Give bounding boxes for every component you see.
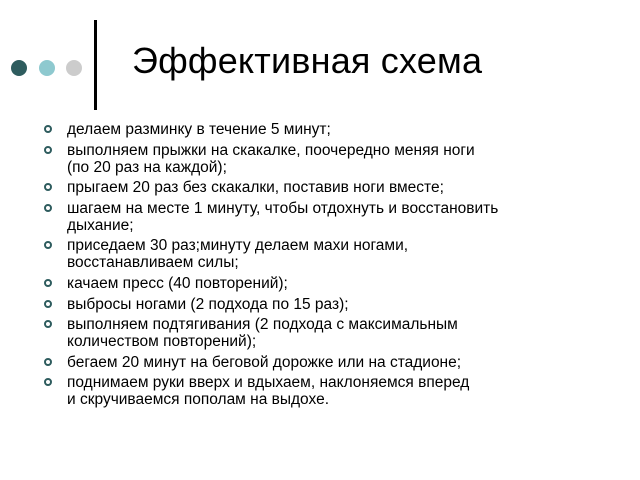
list-item-text: поднимаем руки вверх и вдыхаем, наклоняемся вперед (67, 374, 470, 392)
list-item-text: приседаем 30 раз;минуту делаем махи ногами, (67, 237, 409, 255)
dot-icon (11, 60, 27, 76)
bullet-ring-icon (44, 125, 52, 133)
list-item (44, 179, 614, 196)
bullet-ring-icon (44, 300, 52, 308)
list-item-text: качаем пресс (40 повторений); (67, 274, 288, 292)
dot-icon (66, 60, 82, 76)
list-item-text: выбросы ногами (2 подхода по 15 раз); (67, 295, 349, 313)
list-item-text-continued: (по 20 раз на каждой); (67, 158, 227, 176)
list-item-text: шагаем на месте 1 минуту, чтобы отдохнуть и восстановить (67, 199, 499, 217)
title-divider (94, 20, 97, 110)
bullet-ring-icon (44, 279, 52, 287)
list-item-text: прыгаем 20 раз без скакалки, поставив ноги вместе; (67, 179, 444, 197)
dot-icon (39, 60, 55, 76)
bullet-ring-icon (44, 358, 52, 366)
slide-title: Эффективная схема (132, 40, 483, 81)
list-item (44, 354, 614, 371)
bullet-ring-icon (44, 241, 52, 249)
list-item (44, 142, 614, 176)
list-item (44, 275, 614, 292)
list-item-text: бегаем 20 минут на беговой дорожке или на стадионе; (67, 353, 462, 371)
list-item-text-continued: дыхание; (67, 216, 134, 234)
list-item-text: делаем разминку в течение 5 минут; (67, 121, 331, 138)
bullet-list (44, 121, 614, 412)
bullet-ring-icon (44, 146, 52, 154)
list-item (44, 374, 614, 408)
list-item-text-continued: восстанавливаем силы; (67, 254, 239, 272)
list-item-text: выполняем подтягивания (2 подхода с максимальным (67, 316, 458, 334)
list-item (44, 296, 614, 313)
bullet-ring-icon (44, 204, 52, 212)
bullet-ring-icon (44, 378, 52, 386)
list-item-text-continued: и скручиваемся пополам на выдохе. (67, 391, 330, 409)
list-item-text-continued: количеством повторений); (67, 333, 257, 351)
bullet-ring-icon (44, 320, 52, 328)
list-item (44, 316, 614, 350)
list-item-text: выполняем прыжки на скакалке, поочередно меняя ноги (67, 141, 475, 159)
list-item (44, 200, 614, 234)
list-item (44, 237, 614, 271)
list-item (44, 121, 614, 138)
bullet-ring-icon (44, 183, 52, 191)
